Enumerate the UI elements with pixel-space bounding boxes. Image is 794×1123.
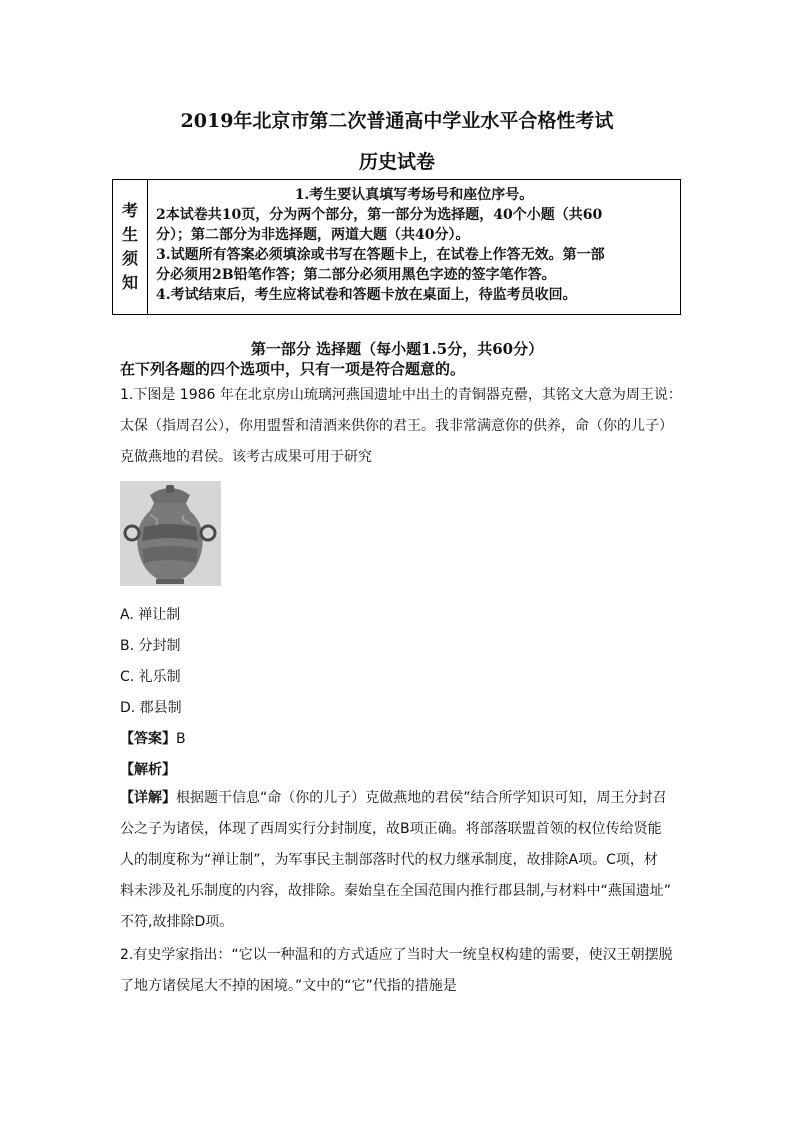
notice-line: 分必须用2B铅笔作答；第二部分必须用黑色字迹的签字笔作答。: [156, 267, 556, 283]
notice-line: 1.考生要认真填写考场号和座位序号。: [294, 187, 534, 203]
exam-notice-table: [112, 179, 681, 315]
notice-content: [148, 180, 681, 315]
detail-line: 公之子为诸侯，体现了西周实行分封制度，故B项正确。将部落联盟首领的权位传给贤能: [120, 821, 662, 837]
option-d: D. 郡县制: [120, 700, 182, 716]
stem-line: 太保（指周召公），你用盟誓和清酒来供你的君王。我非常满意你的供养，命（你的儿子）: [120, 418, 673, 434]
option-a: A. 禅让制: [120, 607, 181, 623]
notice-line: 分）；第二部分为非选择题，两道大题（共40分）。: [156, 227, 470, 243]
bronze-vessel-icon: [120, 481, 221, 586]
q2-stem: [120, 940, 675, 1002]
option-b: B. 分封制: [120, 638, 181, 654]
detail-line: [120, 783, 675, 814]
bronze-vessel-image: [120, 481, 221, 586]
detail-tag: 【详解】: [120, 790, 176, 806]
stem-line: 1.下图是 1986 年在北京房山琉璃河燕国遗址中出土的青铜器克罍，其铭文大意为周王说：: [120, 387, 682, 403]
stem-line: 了地方诸侯尾大不掉的困境。”文中的“它”代指的措施是: [120, 978, 457, 994]
q1-stem: [120, 380, 682, 473]
answer-tag: 【答案】: [120, 731, 176, 747]
section-instruction: 在下列各题的四个选项中，只有一项是符合题意的。: [120, 360, 466, 378]
answer-value: B: [176, 731, 186, 747]
side-char: 生: [121, 225, 138, 244]
detail-line: 不符,故排除D项。: [120, 914, 234, 930]
stem-line: 克做燕地的君侯。该考古成果可用于研究: [120, 449, 372, 465]
side-char: 须: [121, 249, 138, 268]
notice-side-label: [113, 180, 148, 315]
notice-line: 4.考试结束后，考生应将试卷和答题卡放在桌面上，待监考员收回。: [156, 287, 577, 303]
detail-line: 料未涉及礼乐制度的内容，故排除。秦始皇在全国范围内推行郡县制,与材料中“燕国遗址”: [120, 883, 671, 899]
notice-line: 2本试卷共10页，分为两个部分，第一部分为选择题，40个小题（共60: [156, 207, 603, 223]
detail-text: 根据题干信息“命（你的儿子）克做燕地的君侯”结合所学知识可知，周王分封召: [176, 790, 667, 806]
option-c: C. 礼乐制: [120, 669, 181, 685]
side-char: 知: [121, 273, 138, 292]
answer-line: [120, 728, 186, 748]
page-title: 2019年北京市第二次普通高中学业水平合格性考试: [180, 110, 614, 132]
section-heading: 第一部分 选择题（每小题1.5分，共60分）: [250, 340, 544, 358]
analysis-tag: 【解析】: [120, 762, 176, 778]
stem-line: 2.有史学家指出：“它以一种温和的方式适应了当时大一统皇权构建的需要，使汉王朝摆脱: [120, 947, 673, 963]
notice-line: 3.试题所有答案必须填涂或书写在答题卡上，在试卷上作答无效。第一部: [156, 247, 605, 263]
detail-line: 人的制度称为“禅让制”，为军事民主制部落时代的权力继承制度，故排除A项。C项，材: [120, 852, 658, 868]
side-char: 考: [121, 201, 138, 220]
page-subtitle: 历史试卷: [358, 151, 435, 173]
q1-detail: [120, 783, 675, 938]
analysis-line: [120, 759, 176, 779]
